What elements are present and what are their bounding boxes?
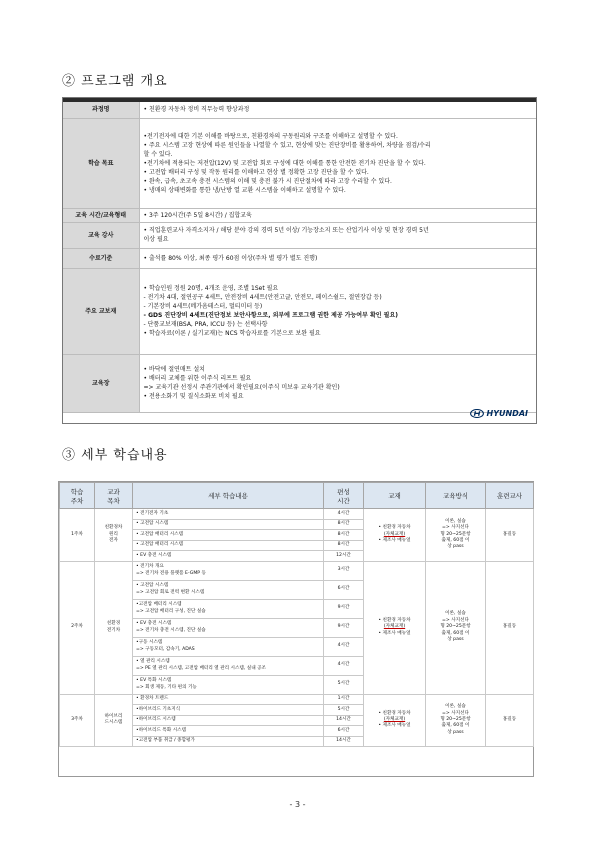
detail-header-text: 교과 xyxy=(107,487,120,496)
content-cell xyxy=(133,509,324,520)
hours-cell: 6시간 xyxy=(324,580,364,599)
content-line: • 전기차 개요 xyxy=(136,564,164,570)
overview-row-label: 학습 목표 xyxy=(63,118,139,208)
overview-line: •전기전자에 대한 기본 이해를 바탕으로, 친환경차의 구동원리와 구조를 이해하고 설명할 수 있다. xyxy=(143,132,398,140)
detail-header-text: 주차 xyxy=(70,496,84,505)
overview-line: • 배터리 교체를 위한 이주식 리프트 필요 xyxy=(143,375,252,382)
hyundai-logo xyxy=(470,409,529,418)
textbook-line: • 친환경 자동차 xyxy=(378,525,411,531)
content-cell xyxy=(133,519,324,530)
hours-cell: 8시간 xyxy=(324,519,364,530)
overview-row-value xyxy=(139,248,536,268)
hours-cell: 14시간 xyxy=(324,736,364,747)
textbook-line: • 제조사 매뉴얼 xyxy=(378,723,411,729)
textbook-line: (자체교재) xyxy=(383,624,406,630)
overview-row xyxy=(63,248,536,268)
content-line: •고전압 배터리 시스템 xyxy=(136,602,182,608)
teacher-cell: 홍길동 xyxy=(486,694,534,747)
hyundai-emblem-icon xyxy=(470,409,484,418)
overview-row-value xyxy=(139,118,536,208)
content-line: •하이브리드 특화 시스템 xyxy=(136,727,187,733)
content-line: • 고전압 시스템 xyxy=(136,521,169,527)
content-cell xyxy=(133,715,324,726)
detailed-learning-box xyxy=(58,481,534,777)
hours-cell: 12시간 xyxy=(324,551,364,562)
content-cell xyxy=(133,618,324,637)
content-cell xyxy=(133,561,324,580)
textbook-line: • 친환경 자동차 xyxy=(378,617,411,623)
detail-header-text: 교재 xyxy=(388,492,401,500)
hours-cell: 4시간 xyxy=(324,656,364,675)
overview-row-label: 교육 시간/교육형태 xyxy=(63,208,139,222)
subject-text: 하이브리 xyxy=(104,713,123,719)
method-line: => 사지선다 xyxy=(442,710,469,716)
content-cell xyxy=(133,656,324,675)
method-cell xyxy=(426,694,486,747)
section-3-title: ③ 세부 학습내용 xyxy=(62,448,168,463)
method-line: 형 20~25문항 xyxy=(440,717,471,723)
detail-header-cell xyxy=(364,483,426,509)
overview-row-value xyxy=(139,102,536,118)
hours-cell: 8시간 xyxy=(324,540,364,551)
content-cell xyxy=(133,705,324,716)
textbook-cell xyxy=(364,561,426,694)
detail-row xyxy=(60,561,534,580)
content-line: • 고전압 시스템 xyxy=(136,583,169,589)
detail-row xyxy=(60,694,534,705)
content-cell xyxy=(133,551,324,562)
method-line: => 사지선다 xyxy=(442,525,469,531)
textbook-line: (자체교재) xyxy=(383,531,406,537)
content-line: • 열 관리 시스템 xyxy=(136,659,170,665)
section-2-title: ② 프로그램 개요 xyxy=(62,74,168,89)
overview-line: • 고전압 배터리 구성 및 작동 원리를 이해하고 현상 별 정확한 고장 진단을 할 수 있다. xyxy=(143,168,369,176)
overview-row xyxy=(63,222,536,248)
content-cell xyxy=(133,726,324,737)
hours-cell: 6시간 xyxy=(324,726,364,737)
overview-line: • 3주 120시간(주 5일 8시간) / 집합교육 xyxy=(143,211,252,219)
method-line: 출제, 60점 이 xyxy=(441,723,470,729)
content-line: • EV 충전 시스템 xyxy=(136,552,172,558)
overview-line: • 출석률 80% 이상, 최종 평가 60점 이상(주차 별 평가 별도 진행) xyxy=(143,254,318,262)
method-cell xyxy=(426,509,486,562)
overview-row-label: 교육장 xyxy=(63,354,139,412)
detail-header-text: 학습 xyxy=(70,487,84,496)
overview-line: - 단품교보재(BSA, PRA, ICCU 등) 는 선택사항 xyxy=(143,321,268,328)
method-line: 형 20~25문항 xyxy=(440,531,471,537)
overview-line: • 학습자료(이론 / 실기교재)는 NCS 학습자료를 기본으로 보완 필요 xyxy=(143,330,321,337)
textbook-line: • 제조사 매뉴얼 xyxy=(378,537,411,543)
overview-line: • 직업훈련교사 자격소지자 / 해당 분야 강의 경력 5년 이상/ 기능장소지 또는 산업기사 이상 및 현장 경력 5년 xyxy=(143,227,429,234)
overview-row-value xyxy=(139,222,536,248)
overview-line: • 냉매의 상태변화를 통한 냉/난방 열 교환 시스템을 이해하고 설명할 수 있다. xyxy=(143,186,346,194)
content-line: => 고전압 회로 전력 변환 시스템 xyxy=(136,589,205,595)
overview-line: • 주요 시스템 고장 현상에 따른 원인들을 나열할 수 있고, 현상에 맞는 진단장비를 활용하여, 차량을 점검/수리 xyxy=(143,141,431,149)
hours-cell: 5시간 xyxy=(324,675,364,694)
subject-text: 전기차 xyxy=(106,627,121,633)
detail-header-cell xyxy=(60,483,95,509)
content-cell xyxy=(133,530,324,541)
hours-cell: 9시간 xyxy=(324,599,364,618)
overview-row-value xyxy=(139,354,536,412)
content-line: => 전기차 전용 플랫폼 E-GMP 등 xyxy=(136,570,206,576)
overview-line: • 바닥에 절연매트 설치 xyxy=(143,366,205,373)
subject-cell xyxy=(95,509,133,562)
subject-text: 친환경 xyxy=(106,621,121,627)
detail-header-text: 세부 학습내용 xyxy=(208,492,248,500)
method-line: 출제, 60점 이 xyxy=(441,537,470,543)
subject-cell xyxy=(95,561,133,694)
week-cell: 3주차 xyxy=(60,694,95,747)
overview-row xyxy=(63,102,536,118)
method-line: 이론, 실습 xyxy=(445,518,466,524)
content-cell xyxy=(133,540,324,551)
program-overview-table xyxy=(63,102,536,413)
overview-line: => 교육기관 선정시 주관기관에서 확인필요(이주식 미보유 교육기관 확인) xyxy=(143,384,340,391)
overview-line: 할 수 있다. xyxy=(143,150,173,158)
detail-row xyxy=(60,509,534,520)
content-line: • 고전압 배터리 시스템 xyxy=(136,531,184,537)
teacher-cell: 홍길동 xyxy=(486,561,534,694)
content-cell xyxy=(133,637,324,656)
hours-cell: 5시간 xyxy=(324,705,364,716)
overview-row xyxy=(63,268,536,354)
detail-header-cell xyxy=(426,483,486,509)
method-line: 이론, 실습 xyxy=(445,611,466,617)
week-cell: 2주차 xyxy=(60,561,95,694)
content-cell xyxy=(133,675,324,694)
teacher-cell: 홍길동 xyxy=(486,509,534,562)
content-line: • EV 특화 시스템 xyxy=(136,678,172,684)
overview-line: - 기본장비 4세트(메가옴테스터, 멀티미터 등) xyxy=(143,303,263,310)
method-line: 이론, 실습 xyxy=(445,704,466,710)
overview-line: - GDS 진단장비 4세트(진단정보 보안사항으로, 외부에 프로그램 권한 제공 가능여부 확인 필요) xyxy=(143,312,398,319)
content-cell xyxy=(133,694,324,705)
content-line: •하이브리드 시스템 xyxy=(136,717,176,723)
detail-header-text: 교육방식 xyxy=(442,492,469,500)
detailed-learning-table xyxy=(59,482,534,747)
content-line: => 구동모터, 감속기, ADAS xyxy=(136,646,195,652)
program-overview-box xyxy=(62,97,537,424)
detail-header-text: 목차 xyxy=(107,496,120,505)
overview-row-label: 교육 강사 xyxy=(63,222,139,248)
method-line: => 사지선다 xyxy=(442,617,469,623)
method-line: 상 pass xyxy=(447,637,464,643)
page-number: - 3 - xyxy=(289,800,306,809)
content-line: => 고전압 배터리 구성, 진단 실습 xyxy=(136,608,206,614)
hours-cell: 3시간 xyxy=(324,561,364,580)
content-cell xyxy=(133,599,324,618)
overview-line: 이상 필요 xyxy=(143,236,169,243)
hours-cell: 9시간 xyxy=(324,618,364,637)
content-line: • EV 충전 시스템 xyxy=(136,621,172,627)
detail-header-cell xyxy=(324,483,364,509)
content-line: • 환경차 트렌드 xyxy=(136,696,169,702)
textbook-line: (자체교재) xyxy=(383,717,406,723)
method-line: 출제, 60점 이 xyxy=(441,630,470,636)
overview-row-value xyxy=(139,208,536,222)
content-line: •하이브리드 기초지식 xyxy=(136,706,181,712)
subject-text: 친환경차 xyxy=(104,525,123,531)
content-line: •구동 시스템 xyxy=(136,640,163,646)
detail-header-cell xyxy=(133,483,324,509)
overview-line: - 전기차 4대, 절연공구 4세트, 안전장비 4세트(안전고글, 안전모, 페이스쉴드, 절연장갑 등) xyxy=(143,294,382,301)
overview-row xyxy=(63,208,536,222)
overview-line: • 완속, 급속, 초고속 충전 시스템의 이해 및 충전 불가 시 진단절차에 따라 고장 수리할 수 있다. xyxy=(143,177,392,185)
overview-row-label: 과정명 xyxy=(63,102,139,118)
subject-text: 전자 xyxy=(109,537,118,543)
overview-row xyxy=(63,354,536,412)
content-line: => 회생 제동, 기타 편의 기능 xyxy=(136,684,197,690)
overview-row-label: 주요 교보재 xyxy=(63,268,139,354)
method-line: 상 pass xyxy=(447,544,464,550)
subject-text: 원리 xyxy=(109,531,118,537)
hyundai-logo-text: HYUNDAI xyxy=(486,409,528,418)
overview-line: • 전용소화기 및 질식소화포 비치 필요 xyxy=(143,393,244,400)
content-line: => 전기차 충전 시스템, 진단 실습 xyxy=(136,627,206,633)
hours-cell: 4시간 xyxy=(324,637,364,656)
content-line: • 고전압 배터리 시스템 xyxy=(136,542,184,548)
overview-line: •전기차에 적용되는 저전압(12V) 및 고전압 회로 구성에 대한 이해를 통한 안전한 전기차 진단을 할 수 있다. xyxy=(143,159,426,167)
detail-header-text: 훈련교사 xyxy=(496,492,523,500)
content-line: • 전기전자 기초 xyxy=(136,510,169,516)
detail-header-cell xyxy=(486,483,534,509)
method-cell xyxy=(426,561,486,694)
hours-cell: 4시간 xyxy=(324,509,364,520)
overview-row-value xyxy=(139,268,536,354)
subject-cell xyxy=(95,694,133,747)
textbook-cell xyxy=(364,509,426,562)
overview-line: • 학습인원 정원 20명, 4개조 운영, 조별 1Set 필요 xyxy=(143,285,279,292)
overview-row xyxy=(63,118,536,208)
method-line: 형 20~25문항 xyxy=(440,624,471,630)
detail-header-cell xyxy=(95,483,133,509)
overview-line: • 친환경 자동차 정비 직무능력 향상과정 xyxy=(143,106,250,114)
overview-row-label: 수료기준 xyxy=(63,248,139,268)
hours-cell: 14시간 xyxy=(324,715,364,726)
content-cell xyxy=(133,736,324,747)
content-line: => PE 열 관리 시스템, 고전압 배터리 열 관리 시스템, 실내 공조 xyxy=(136,665,266,671)
week-cell: 1주차 xyxy=(60,509,95,562)
content-line: •고전압 부품 취급 / 종합평가 xyxy=(136,738,195,744)
hours-cell: 1시간 xyxy=(324,694,364,705)
textbook-cell xyxy=(364,694,426,747)
textbook-line: • 친환경 자동차 xyxy=(378,710,411,716)
detail-header-text: 편성 xyxy=(337,487,350,496)
content-cell xyxy=(133,580,324,599)
textbook-line: • 제조사 매뉴얼 xyxy=(378,630,411,636)
detail-header-text: 시간 xyxy=(337,496,350,505)
hours-cell: 8시간 xyxy=(324,530,364,541)
subject-text: 드시스템 xyxy=(104,720,123,726)
method-line: 상 pass xyxy=(447,729,464,735)
